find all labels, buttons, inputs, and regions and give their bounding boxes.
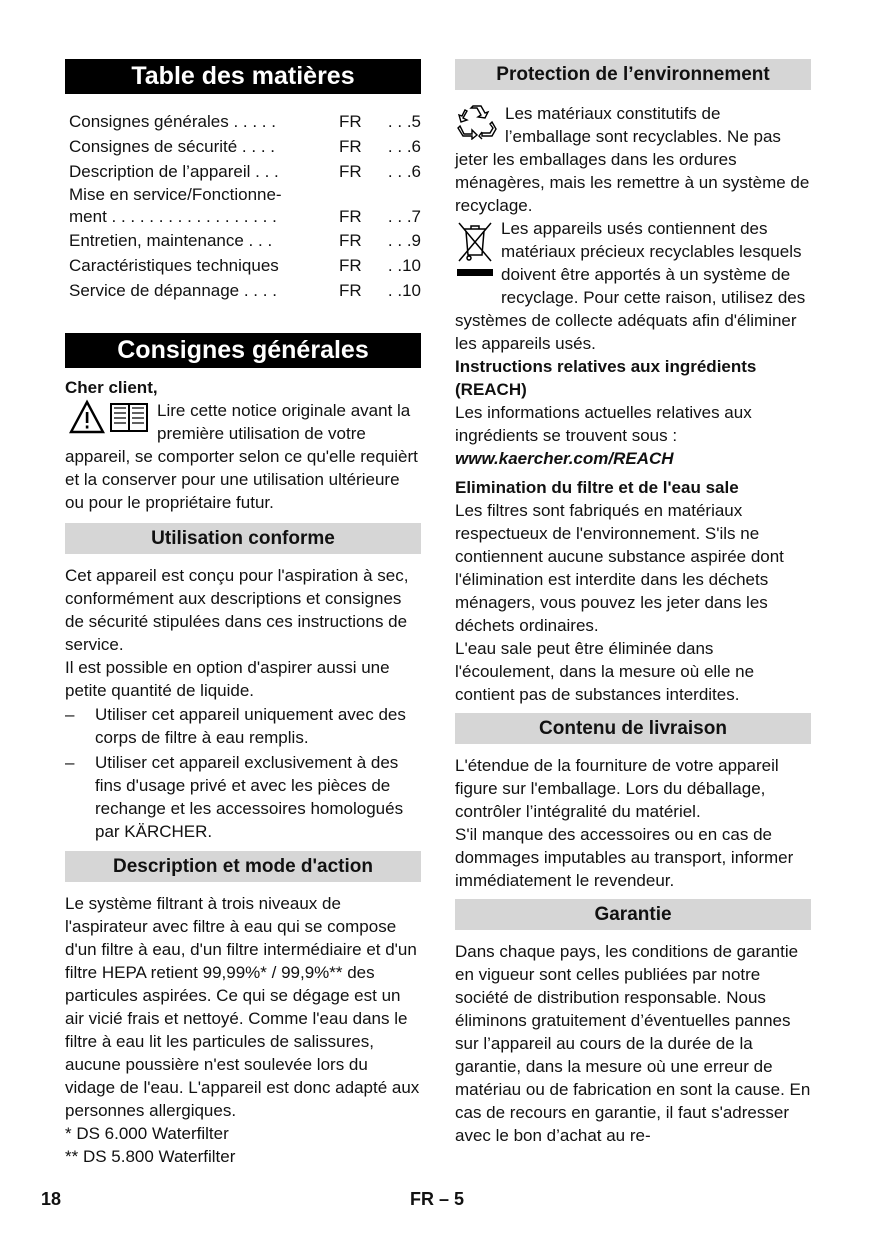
list-item: – Utiliser cet appareil exclusivement à des fins d'usage privé et avec les pièces de rechange et les accessoires homologués par KÄRCHER. <box>65 753 404 841</box>
description-title: Description et mode d'action <box>65 851 421 882</box>
general-intro: Lire cette notice originale avant la première utilisation de votre appareil, se comporter selon ce qu'elle requièrt et la conserver pour une utilisation ultérieure ou pour le propriétaire futur. <box>65 401 418 512</box>
toc-entry[interactable]: Mise en service/Fonctionne- ment . . . . . . . . . . . . . . . . . . FR . . .7 <box>69 185 421 226</box>
packaging-block <box>455 102 811 217</box>
appliances-text: Les appareils usés contiennent des matériaux précieux recyclables lesquels doivent être apportés à un système de recyclage. Pour cette raison, utilisez des systèmes de collecte adéquats afin d'éliminer les appareils usés. <box>455 219 806 353</box>
description-note2: ** DS 5.800 Waterfilter <box>65 1147 236 1166</box>
toc-title: Table des matières <box>65 59 421 94</box>
warning-manual-icon <box>69 399 151 441</box>
toc-entry[interactable]: Description de l’appareil . . . FR . . .6 <box>69 162 421 181</box>
delivery-title: Contenu de livraison <box>455 713 811 744</box>
toc-entry[interactable]: Entretien, maintenance . . . FR . . .9 <box>69 231 421 250</box>
toc-entry[interactable]: Consignes de sécurité . . . . FR . . .6 <box>69 137 421 156</box>
appliances-block <box>455 217 811 355</box>
warranty-title: Garantie <box>455 899 811 930</box>
intended-use-title: Utilisation conforme <box>65 523 421 554</box>
toc-entry[interactable]: Consignes générales . . . . . FR . . .5 <box>69 112 421 131</box>
toc-title-line1: Mise en service/Fonctionne- <box>69 185 282 204</box>
intended-use-p1: Cet appareil est conçu pour l'aspiration à sec, conformément aux descriptions et consignes de sécurité stipulées dans ces instructions de service. <box>65 566 409 654</box>
left-column <box>65 0 421 1168</box>
salutation: Cher client, <box>65 378 158 397</box>
description-note1: * DS 6.000 Waterfilter <box>65 1124 229 1143</box>
general-title: Consignes générales <box>65 333 421 368</box>
reach-heading: Instructions relatives aux ingrédients (REACH) <box>455 357 757 399</box>
section-page-label: FR – 5 <box>410 1189 465 1209</box>
filter-text: Les filtres sont fabriqués en matériaux respectueux de l'environnement. S'ils ne contiennent aucune substance aspirée dont l'élimination est interdite dans les déchets ménagers, vous pouvez les jeter dans les déchets ordinaires. <box>455 501 784 635</box>
intended-use-p2: Il est possible en option d'aspirer aussi une petite quantité de liquide. <box>65 658 390 700</box>
reach-link[interactable]: www.kaercher.com/REACH <box>455 449 674 468</box>
right-column <box>455 0 811 1147</box>
toc-title-line2: ment . . . . . . . . . . . . . . . . . . <box>69 207 277 226</box>
description-p1: Le système filtrant à trois niveaux de l'aspirateur avec filtre à eau qui se compose d'un filtre à eau, d'un filtre intermédiaire et d'un filtre HEPA retient 99,99%* / 99,9%** des particules aspirées. Ce qui se dégage est un air vicié frais et nettoyé. Comme l'eau dans le filtre à eau lit les particules de salissures, aucune poussière n'est soulevée lors du vidage de l'eau. L'appareil est donc adapté aux personnes allergiques. <box>65 894 420 1120</box>
toc-entry[interactable]: Caractéristiques techniques FR . .10 <box>69 256 421 275</box>
packaging-text: Les matériaux constitutifs de l’emballage sont recyclables. Ne pas jeter les emballages dans les ordures ménagères, mais les remettre à un système de recyclage. <box>455 104 810 215</box>
water-text: L'eau sale peut être éliminée dans l'écoulement, dans la mesure où elle ne contient pas de substances interdites. <box>455 639 755 704</box>
list-item: – Utiliser cet appareil uniquement avec des corps de filtre à eau remplis. <box>65 705 406 747</box>
delivery-p1: L'étendue de la fourniture de votre appareil figure sur l'emballage. Lors du déballage, contrôler l’intégralité du matériel. <box>455 756 779 821</box>
general-intro-block <box>65 399 421 514</box>
recycle-icon <box>455 104 499 146</box>
delivery-p2: S'il manque des accessoires ou en cas de dommages imputables au transport, informer immédiatement le revendeur. <box>455 825 794 890</box>
warranty-p1: Dans chaque pays, les conditions de garantie en vigueur sont celles publiées par notre société de distribution responsable. Nous éliminons gratuitement d’éventuelles pannes sur l’appareil au cours de la durée de la garantie, dans la mesure où une erreur de matériau ou de fabrication en sont la cause. En cas de recours en garantie, il faut s'adresser avec le bon d’achat au re- <box>455 942 811 1145</box>
table-of-contents <box>65 109 421 303</box>
page-number: 18 <box>41 1189 62 1209</box>
crossed-bin-icon <box>455 219 495 287</box>
environment-title: Protection de l’environnement <box>455 59 811 90</box>
reach-text: Les informations actuelles relatives aux ingrédients se trouvent sous : <box>455 403 752 445</box>
filter-heading: Elimination du filtre et de l'eau sale <box>455 478 739 497</box>
toc-entry[interactable]: Service de dépannage . . . . FR . .10 <box>69 281 421 300</box>
